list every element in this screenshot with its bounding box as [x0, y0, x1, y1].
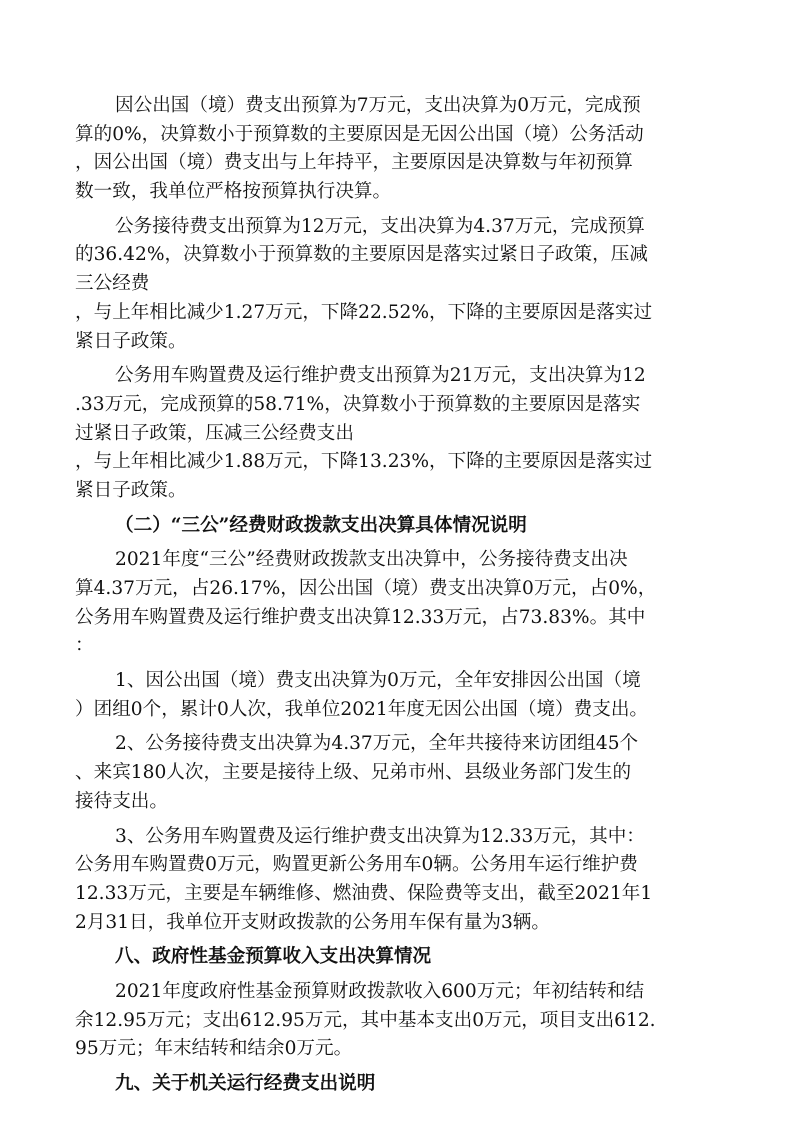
- paragraph-line: 紧日子政策。: [75, 330, 187, 352]
- body-paragraph: [75, 730, 735, 816]
- paragraph-line: ，因公出国（境）费支出与上年持平，主要原因是决算数与年初预算: [75, 152, 633, 174]
- paragraph-line: 2月31日，我单位开支财政拨款的公务用车保有量为3辆。: [75, 911, 550, 933]
- paragraph-line: 算的0%，决算数小于预算数的主要原因是无因公出国（境）公务活动: [75, 123, 644, 145]
- paragraph-line: .33万元，完成预算的58.71%，决算数小于预算数的主要原因是落实: [75, 393, 641, 415]
- paragraph-line: 算4.37万元，占26.17%，因公出国（境）费支出决算0万元，占0%，: [75, 578, 657, 599]
- body-paragraph: [75, 978, 735, 1064]
- paragraph-line: 的36.42%，决算数小于预算数的主要原因是落实过紧日子政策，压减: [75, 244, 648, 266]
- paragraph-line: ，与上年相比减少1.88万元，下降13.23%，下降的主要原因是落实过: [75, 451, 653, 473]
- paragraph-line: 12.33万元，主要是车辆维修、燃油费、保险费等支出，截至2021年1: [75, 882, 653, 904]
- body-paragraph: [75, 213, 735, 356]
- paragraph-line: 95万元；年末结转和结余0万元。: [75, 1038, 353, 1060]
- paragraph-line: 紧日子政策。: [75, 479, 187, 501]
- paragraph-line: 1、因公出国（境）费支出决算为0万元，全年安排因公出国（境: [115, 670, 641, 692]
- body-paragraph: [75, 823, 735, 938]
- body-paragraph: [75, 362, 735, 505]
- paragraph-line: 接待支出。: [75, 790, 168, 812]
- paragraph-line: ：: [75, 635, 94, 657]
- paragraph-line: 3、公务用车购置费及运行维护费支出决算为12.33万元，其中：: [115, 825, 645, 847]
- paragraph-line: 公务用车购置费及运行维护费支出决算12.33万元，占73.83%。其中: [75, 606, 646, 628]
- paragraph-line: 三公经费: [75, 273, 150, 295]
- paragraph-line: 余12.95万元；支出612.95万元，其中基本支出0万元，项目支出612.: [75, 1009, 656, 1031]
- paragraph-line: 2、公务接待费支出决算为4.37万元，全年共接待来访团组45个: [115, 733, 639, 755]
- paragraph-line: 因公出国（境）费支出预算为7万元，支出决算为0万元，完成预: [115, 95, 641, 116]
- paragraph-line: 2021年度政府性基金预算财政拨款收入600万元；年初结转和结: [115, 980, 645, 1002]
- paragraph-line: 、来宾180人次，主要是接待上级、兄弟市州、县级业务部门发生的: [75, 762, 632, 784]
- paragraph-line: 数一致，我单位严格按预算执行决算。: [75, 181, 392, 203]
- body-paragraph: [75, 546, 735, 661]
- heading-text: 九、关于机关运行经费支出说明: [115, 1073, 376, 1094]
- paragraph-line: ）团组0个，累计0人次，我单位2021年度无因公出国（境）费支出。: [75, 698, 649, 720]
- paragraph-line: 公务用车购置费及运行维护费支出预算为21万元，支出决算为12: [115, 365, 646, 387]
- paragraph-line: 公务用车购置费0万元，购置更新公务用车0辆。公务用车运行维护费: [75, 854, 638, 876]
- section-heading: [75, 1070, 735, 1099]
- heading-text: （二）“三公”经费财政拨款支出决算具体情况说明: [115, 514, 527, 536]
- section-heading: [75, 512, 735, 541]
- body-paragraph: [75, 667, 735, 724]
- section-heading: [75, 943, 735, 972]
- paragraph-line: 公务接待费支出预算为12万元，支出决算为4.37万元，完成预算: [115, 215, 645, 237]
- paragraph-line: 过紧日子政策，压减三公经费支出: [75, 422, 354, 444]
- body-paragraph: [75, 92, 735, 207]
- paragraph-gap: [75, 1099, 735, 1105]
- document-body: [75, 92, 735, 1105]
- paragraph-line: ，与上年相比减少1.27万元，下降22.52%，下降的主要原因是落实过: [75, 301, 653, 323]
- paragraph-line: 2021年度“三公”经费财政拨款支出决算中，公务接待费支出决: [115, 549, 628, 571]
- heading-text: 八、政府性基金预算收入支出决算情况: [115, 946, 432, 968]
